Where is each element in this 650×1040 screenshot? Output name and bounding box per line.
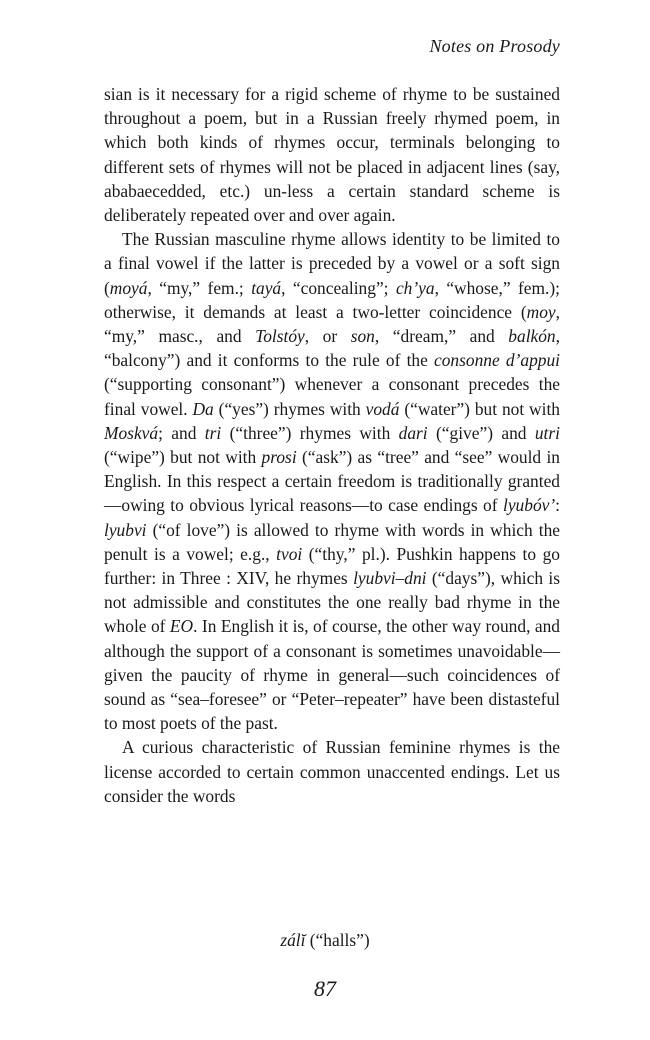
text-run: . In English it is, of course, the other way round, and although the support of a consonant is sometimes unavoidable—given the paucity of rhyme in general—such coincidences of sound as “sea–foresee” or “Peter–repeater” have been distasteful to most poets of the past. — [104, 616, 560, 734]
italic-term: Tolstóy — [255, 326, 305, 347]
italic-term: balkón — [508, 326, 556, 347]
italic-term: lyubóv’ — [503, 495, 556, 516]
italic-term: ch’ya — [395, 277, 435, 298]
text-run: (“of love”) is allowed to rhyme with words in which the penult is a vowel; e.g., — [104, 519, 560, 564]
italic-term: lyubvi — [104, 519, 147, 540]
text-run: The Russian masculine rhyme allows identity to be limited to a final vowel if the latter is preceded by a vowel or a soft sign ( — [104, 229, 560, 298]
text-run: (“water”) but not with — [399, 398, 560, 419]
italic-term: moy — [526, 301, 556, 322]
text-run: : — [555, 495, 560, 516]
text-run: (“days”), which is not admissible and constitutes the one really bad rhyme in the whole of — [104, 568, 561, 637]
italic-term: tvoi — [276, 543, 303, 564]
italic-term: consonne d’appui — [434, 350, 560, 371]
paragraph — [104, 82, 560, 227]
text-run: A curious characteristic of Russian feminine rhymes is the license accorded to certain common unaccented endings. Let us consider the words — [104, 737, 560, 806]
example-word: zálĭ — [280, 930, 306, 950]
paragraph — [104, 227, 560, 735]
running-head: Notes on Prosody — [429, 36, 560, 56]
text-run: , “my,” masc., and — [104, 301, 560, 347]
italic-term: dari — [398, 422, 428, 443]
italic-term: EO — [169, 616, 194, 637]
text-run: , “concealing”; — [281, 277, 396, 298]
italic-term: prosi — [261, 447, 297, 468]
italic-term: Moskvá — [104, 422, 159, 443]
text-run: , “dream,” and — [374, 326, 509, 347]
text-run: (“thy,” pl.). Pushkin happens to go further: in Three : XIV, he rhymes — [104, 543, 560, 589]
example-word-line — [0, 930, 650, 951]
italic-term: tayá — [251, 277, 282, 298]
text-run: (“give”) and — [427, 422, 535, 443]
text-run: , “my,” fem.; — [147, 277, 252, 298]
text-run: (“wipe”) but not with — [104, 447, 262, 468]
italic-term: moyá — [109, 277, 148, 298]
paragraph — [104, 735, 560, 808]
text-run: (“yes”) rhymes with — [213, 398, 366, 419]
example-gloss: (“halls”) — [305, 930, 370, 950]
text-run: sian is it necessary for a rigid scheme of rhyme to be sustained throughout a poem, but in a Russian freely rhymed poem, in which both kinds of rhymes occur, terminals belonging to different sets of rhymes will not be placed in adjacent lines (say, ababaecedded, etc.) un-less a certain standard scheme is deliberately repeated over and over again. — [104, 84, 560, 226]
text-run: (“supporting consonant”) whenever a consonant precedes the final vowel. — [104, 374, 560, 419]
text-run: , “whose,” fem.); otherwise, it demands at least a two-letter coincidence ( — [104, 277, 560, 322]
text-run: , or — [304, 326, 351, 347]
text-run: (“ask”) as “tree” and “see” would in English. In this respect a certain freedom is traditionally granted—owing to obvious lyrical reasons—to case endings of — [104, 447, 560, 516]
page-number: 87 — [314, 976, 336, 1001]
text-run: (“three”) rhymes with — [221, 422, 399, 443]
italic-term: utri — [534, 422, 560, 443]
italic-term: lyubvi–dni — [353, 568, 427, 589]
text-run: , “balcony”) and it conforms to the rule of the — [104, 326, 560, 371]
italic-term: Da — [192, 398, 214, 419]
italic-term: vodá — [365, 398, 400, 419]
italic-term: son — [350, 326, 375, 347]
text-run: ; and — [158, 422, 205, 443]
italic-term: tri — [204, 422, 222, 443]
body-text — [104, 82, 560, 808]
